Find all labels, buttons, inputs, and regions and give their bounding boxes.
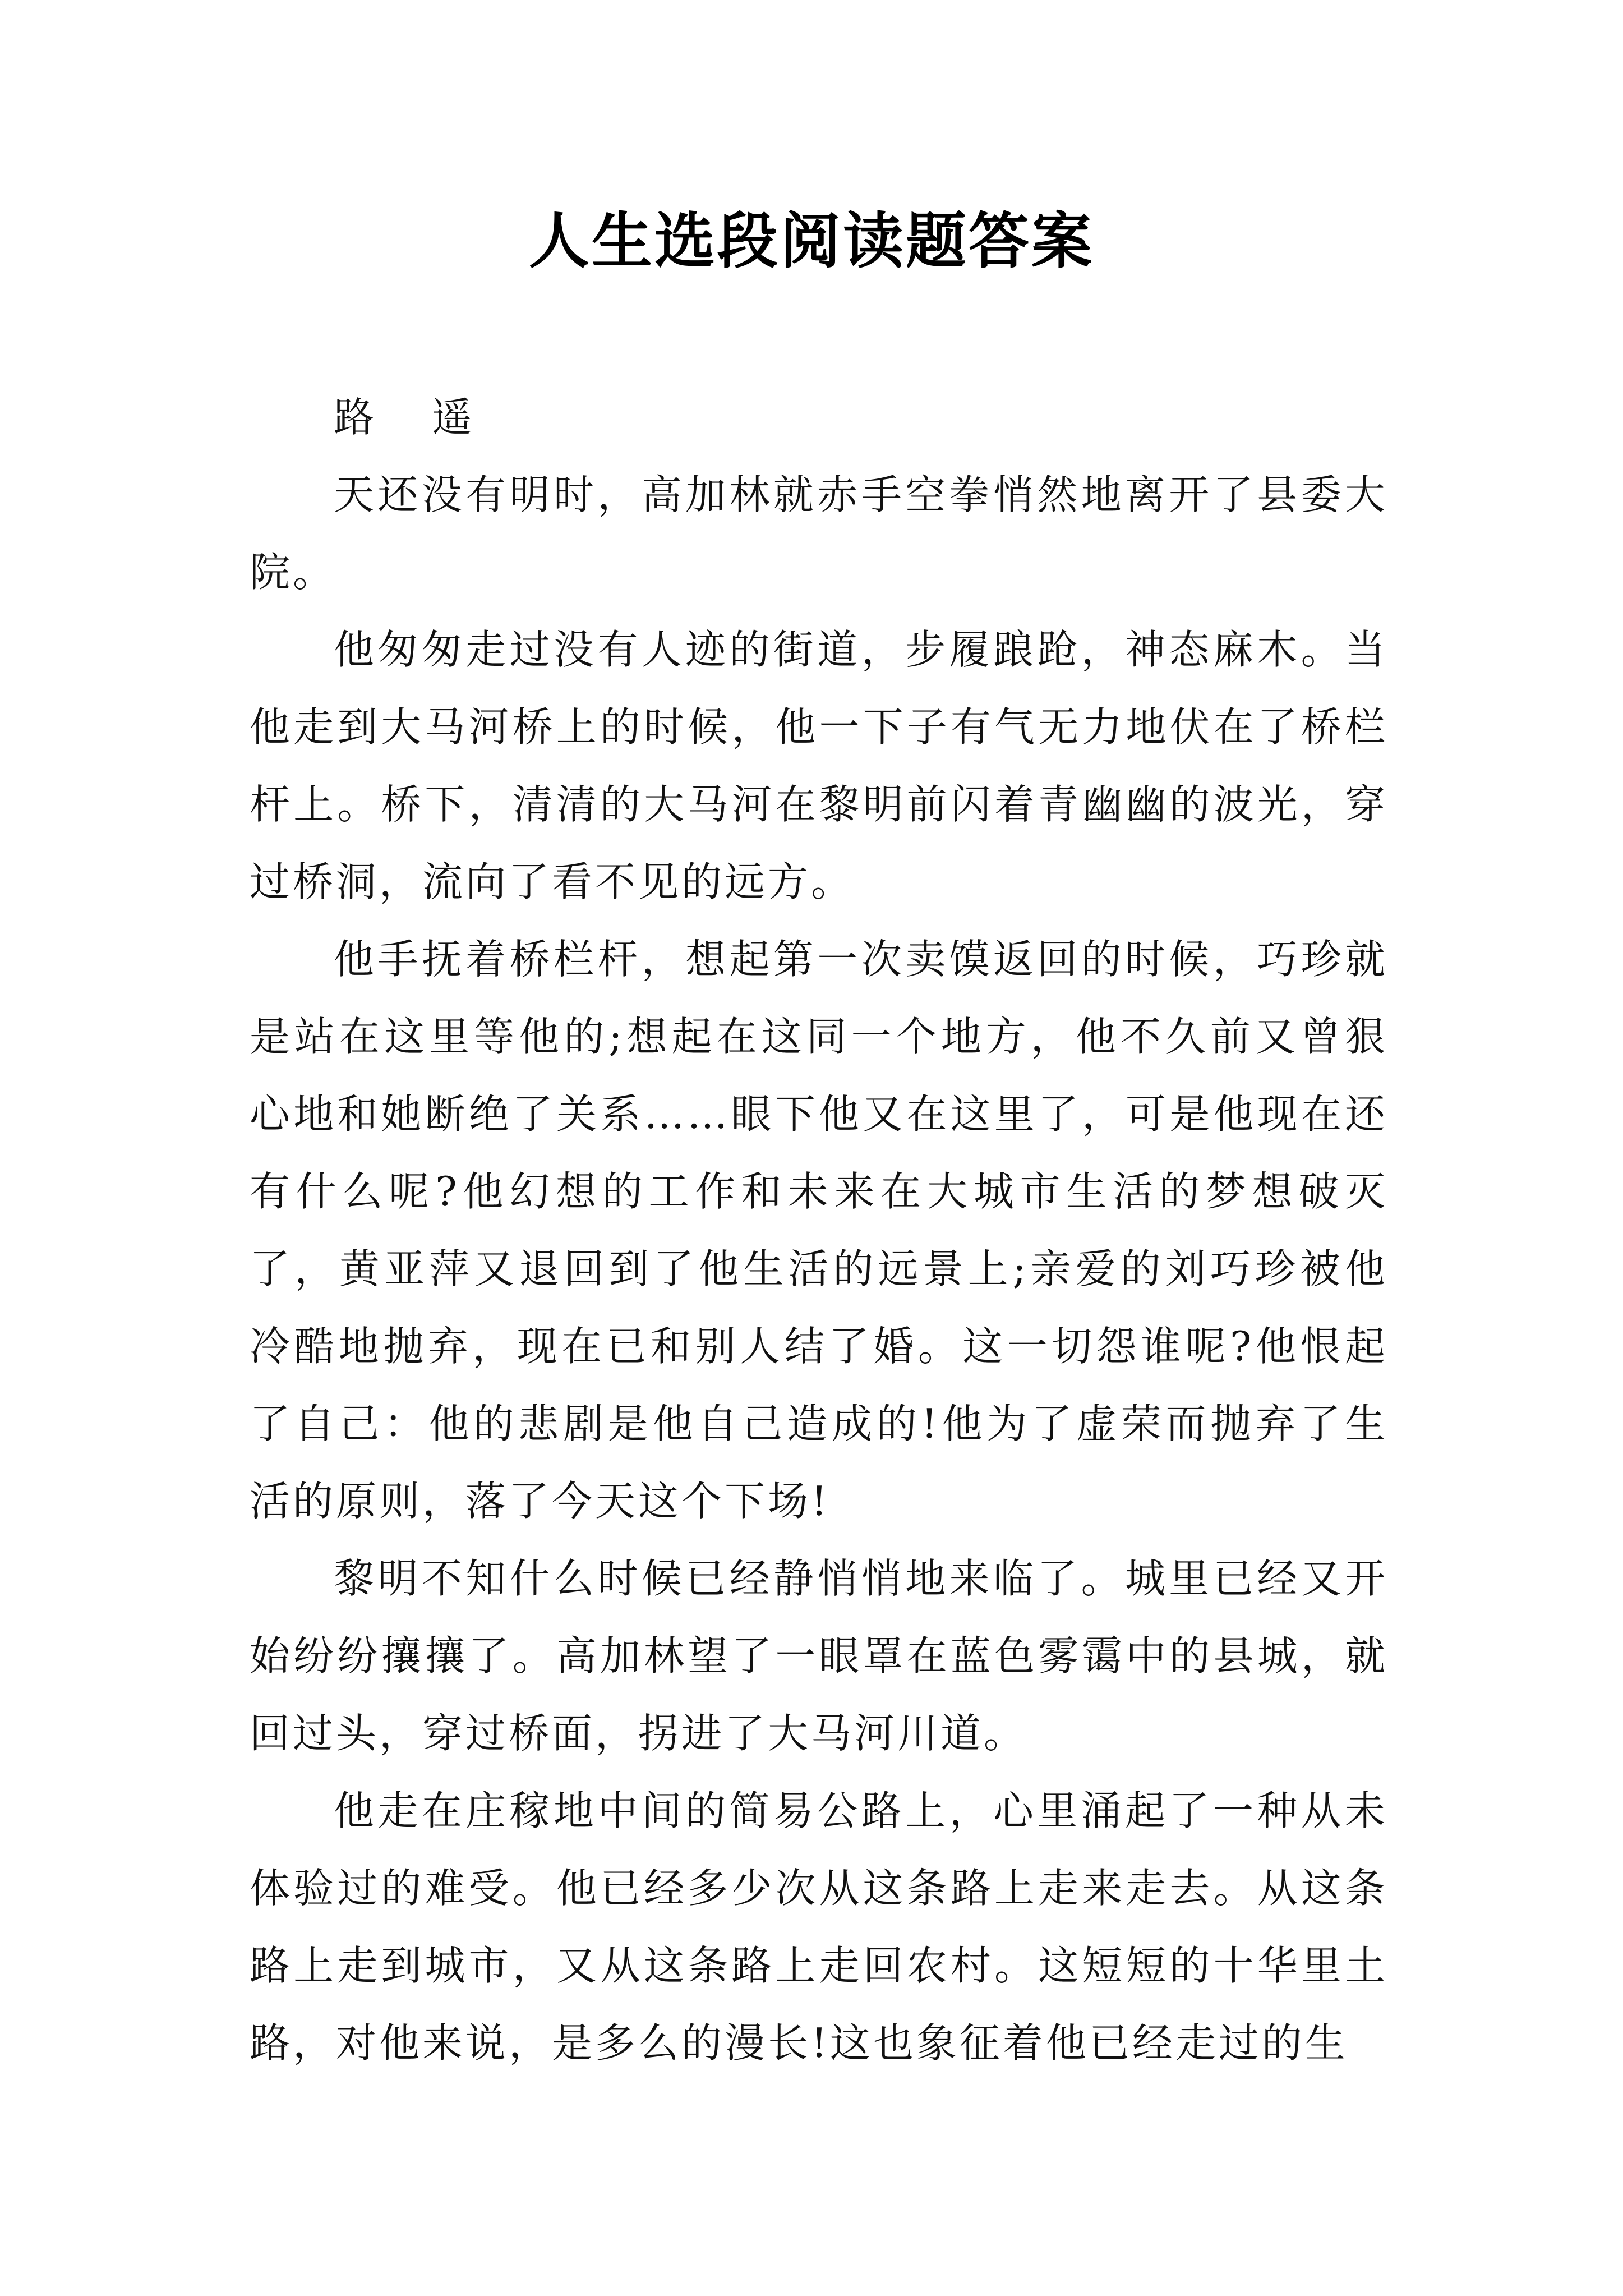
paragraph-4: 黎明不知什么时候已经静悄悄地来临了。城里已经又开始纷纷攘攘了。高加林望了一眼罩在蓝色雾霭中的县城，就回过头，穿过桥面，拐进了大马河川道。 [250,1555,1388,1757]
paragraph-1: 天还没有明时，高加林就赤手空拳悄然地离开了县委大院。 [250,471,1388,596]
paragraph-2: 他匆匆走过没有人迹的街道，步履踉跄，神态麻木。当他走到大马河桥上的时候，他一下子有气无力地伏在了桥栏杆上。桥下，清清的大马河在黎明前闪着青幽幽的波光，穿过桥洞，流向了看不见的远方。 [250,626,1388,905]
document-body [250,379,1388,2082]
author-line: 路 遥 [334,394,495,441]
paragraph-3: 他手抚着桥栏杆，想起第一次卖馍返回的时候，巧珍就是站在这里等他的;想起在这同一个地方，他不久前又曾狠心地和她断绝了关系……眼下他又在这里了，可是他现在还有什么呢?他幻想的工作和未来在大城市生活的梦想破灭了，黄亚萍又退回到了他生活的远景上;亲爱的刘巧珍被他冷酷地抛弃，现在已和别人结了婚。这一切怨谁呢?他恨起了自己：他的悲剧是他自己造成的!他为了虚荣而抛弃了生活的原则，落了今天这个下场! [250,936,1388,1525]
document-title: 人生选段阅读题答案 [528,206,1094,277]
paragraph-5: 他走在庄稼地中间的简易公路上，心里涌起了一种从未体验过的难受。他已经多少次从这条路上走来走去。从这条路上走到城市，又从这条路上走回农村。这短短的十华里土路，对他来说，是多么的漫长!这也象征着他已经走过的生 [250,1787,1388,2067]
